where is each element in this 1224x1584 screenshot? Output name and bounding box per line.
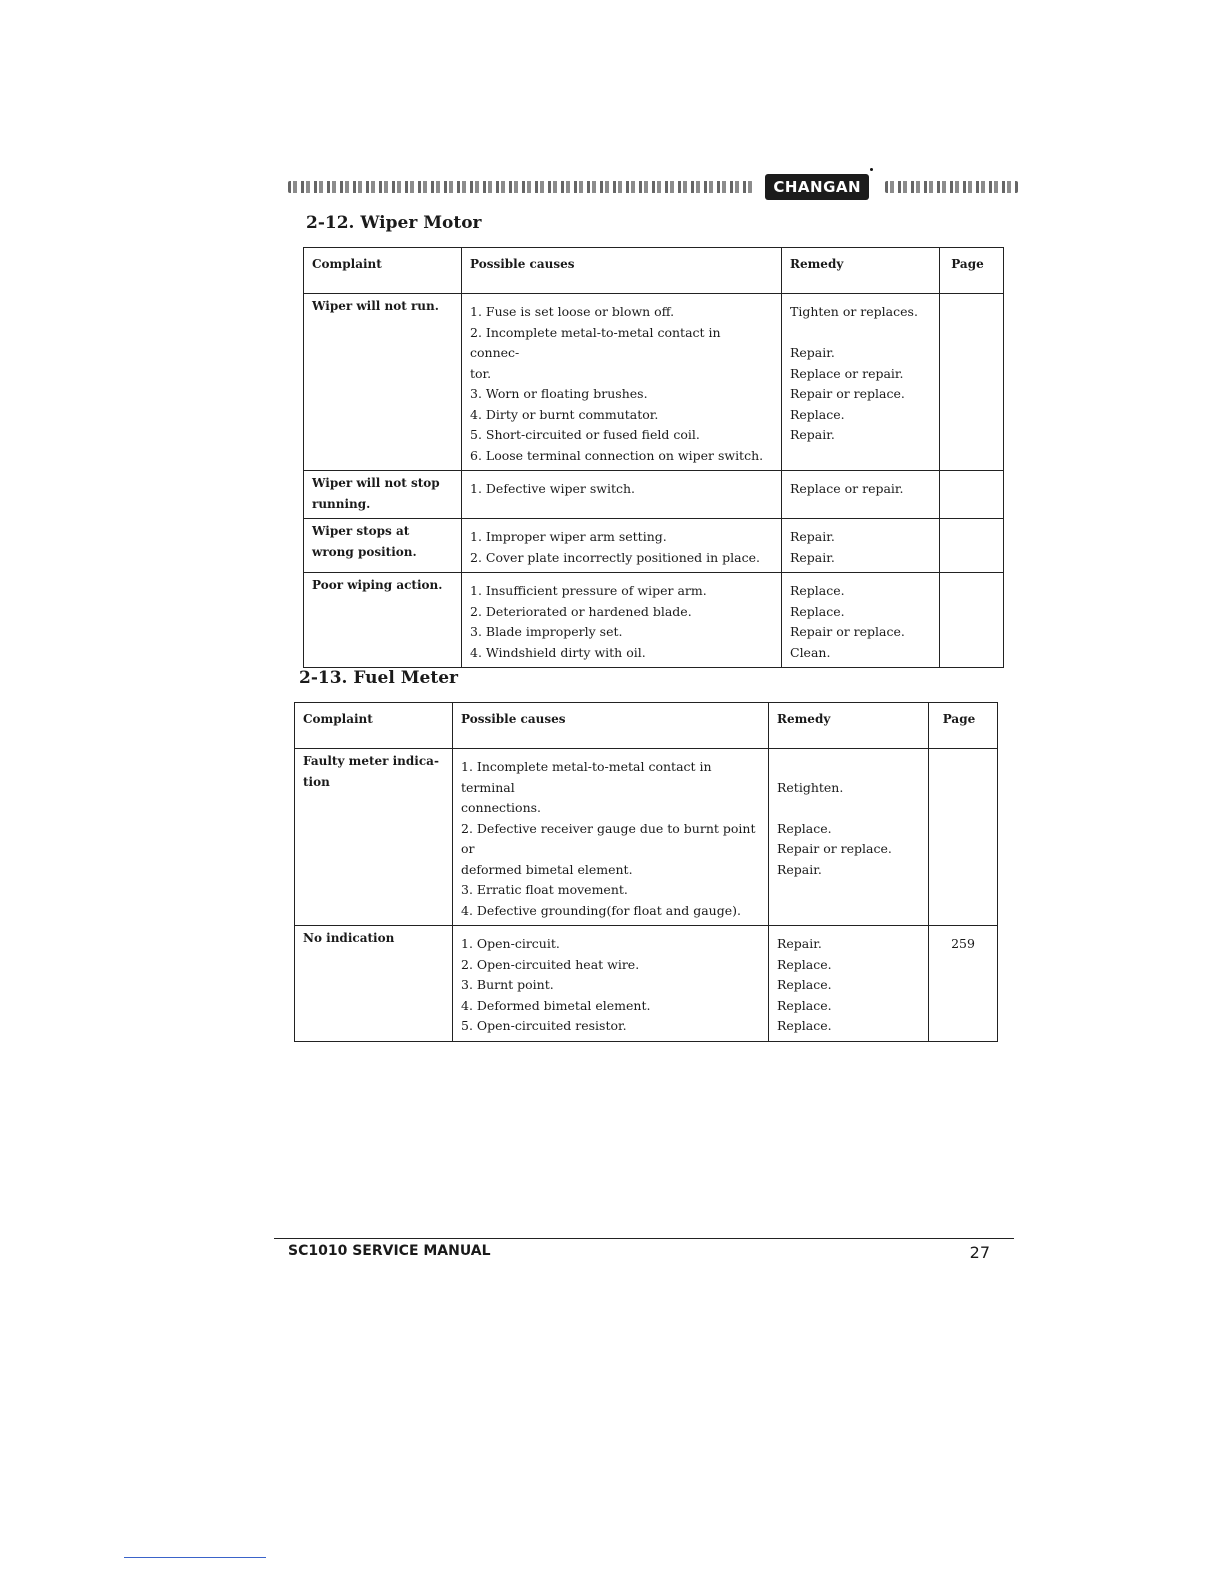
section-title-fuel-meter: 2-13. Fuel Meter: [299, 668, 458, 688]
cause-line: 3. Burnt point.: [461, 977, 554, 992]
page-footer: [274, 1238, 1014, 1262]
table-row: [304, 573, 1004, 668]
page-reference: [940, 519, 1003, 531]
page-reference-cell: [940, 519, 1004, 573]
cause-line: 3. Blade improperly set.: [470, 624, 623, 639]
page-reference-cell: [940, 294, 1004, 471]
page-reference-cell: [940, 471, 1004, 519]
complaint-cell: [304, 294, 462, 471]
page-reference: [929, 749, 997, 761]
cause-line: 3. Worn or floating brushes.: [470, 386, 648, 401]
causes-cell: [453, 926, 769, 1042]
cause-line: 4. Defective grounding(for float and gauge).: [461, 902, 741, 918]
complaint-text: Faulty meter indica-tion: [303, 754, 439, 789]
cause-line: 4. Windshield dirty with oil.: [470, 644, 646, 660]
page-reference: [940, 471, 1003, 483]
remedy-line: Replace.: [777, 977, 832, 992]
cause-line: 4. Dirty or burnt commutator.: [470, 406, 659, 422]
page-reference: 259: [951, 936, 975, 951]
column-header-page: Page: [929, 703, 998, 749]
cause-line: 2. Open-circuited heat wire.: [461, 956, 640, 972]
complaint-text: Wiper will not stop running.: [312, 476, 440, 511]
complaint-cell: [295, 926, 453, 1042]
remedy-line: Replace.: [777, 956, 832, 972]
table-row: [304, 519, 1004, 573]
table-row: [304, 294, 1004, 471]
remedy-line: Clean.: [790, 644, 831, 660]
remedy-line: [777, 798, 920, 819]
remedy-line: Replace or repair.: [790, 481, 904, 496]
cause-line: 3. Erratic float movement.: [461, 882, 628, 897]
column-header-complaint: Complaint: [295, 703, 453, 749]
remedy-line: Tighten or replaces.: [790, 304, 918, 319]
cause-line: 2. Defective receiver gauge due to burnt point or: [461, 820, 756, 856]
causes-cell: [453, 749, 769, 926]
complaint-text: Wiper stops at wrong position.: [312, 524, 417, 559]
remedy-cell: [782, 471, 940, 519]
table-header-row: [295, 703, 998, 749]
remedy-line: Repair or replace.: [777, 841, 892, 856]
cause-line: 2. Cover plate incorrectly positioned in place.: [470, 549, 760, 565]
complaint-cell: [304, 519, 462, 573]
remedy-line: Repair.: [790, 427, 835, 442]
cause-line: 2. Deteriorated or hardened blade.: [470, 603, 692, 619]
remedy-line: Repair.: [790, 549, 835, 565]
remedy-line: Replace.: [777, 1018, 832, 1033]
remedy-cell: [782, 519, 940, 573]
remedy-line: [777, 757, 920, 778]
column-header-remedy: Remedy: [769, 703, 929, 749]
column-header-complaint: Complaint: [304, 248, 462, 294]
remedy-line: Replace.: [777, 997, 832, 1013]
page-reference: [940, 294, 1003, 306]
section-title-wiper-motor: 2-12. Wiper Motor: [306, 213, 482, 233]
complaint-cell: [295, 749, 453, 926]
page-header: [288, 172, 1018, 202]
complaint-text: No indication: [303, 931, 395, 945]
brand-logo: [765, 174, 869, 200]
remedy-line: Repair or replace.: [790, 624, 905, 639]
remedy-cell: [769, 749, 929, 926]
table-row: [295, 749, 998, 926]
brand-logo-text: CHANGAN: [773, 178, 862, 196]
remedy-cell: [782, 294, 940, 471]
cause-line: 4. Deformed bimetal element.: [461, 997, 651, 1013]
decorative-border-right: [885, 181, 1018, 193]
cause-line: 1. Insufficient pressure of wiper arm.: [470, 583, 707, 598]
causes-cell: [462, 573, 782, 668]
table-header-row: [304, 248, 1004, 294]
remedy-line: Replace.: [790, 406, 845, 422]
remedy-line: Repair or replace.: [790, 386, 905, 401]
complaint-text: Poor wiping action.: [312, 578, 443, 592]
table-row: [295, 926, 998, 1042]
page-reference-cell: [929, 926, 998, 1042]
complaint-cell: [304, 573, 462, 668]
remedy-line: Repair.: [790, 529, 835, 544]
cause-line: 1. Incomplete metal-to-metal contact in terminal: [461, 759, 712, 795]
remedy-line: Replace or repair.: [790, 365, 904, 381]
remedy-line: Replace.: [790, 603, 845, 619]
footer-title: SC1010 SERVICE MANUAL: [288, 1243, 491, 1259]
column-header-page: Page: [940, 248, 1004, 294]
page-reference-cell: [940, 573, 1004, 668]
complaint-text: Wiper will not run.: [312, 299, 439, 313]
remedy-line: Retighten.: [777, 779, 844, 795]
cause-line: 1. Open-circuit.: [461, 936, 560, 951]
decorative-border-left: [288, 181, 753, 193]
page-reference: [940, 573, 1003, 585]
margin-line: [124, 1557, 266, 1558]
remedy-line: Repair.: [777, 936, 822, 951]
fuel-meter-table: [294, 702, 998, 1042]
causes-cell: [462, 519, 782, 573]
page-reference-cell: [929, 749, 998, 926]
page-number: 27: [969, 1243, 990, 1262]
cause-line: 2. Incomplete metal-to-metal contact in connec-: [470, 324, 721, 360]
complaint-cell: [304, 471, 462, 519]
column-header-remedy: Remedy: [782, 248, 940, 294]
cause-line: connections.: [461, 800, 542, 815]
remedy-line: [790, 323, 931, 344]
remedy-line: Repair.: [790, 345, 835, 360]
cause-line: 1. Fuse is set loose or blown off.: [470, 304, 675, 319]
cause-line: 1. Defective wiper switch.: [470, 481, 636, 496]
remedy-line: Replace.: [790, 583, 845, 598]
column-header-causes: Possible causes: [453, 703, 769, 749]
cause-line: tor.: [470, 365, 492, 381]
remedy-line: Repair.: [777, 861, 822, 877]
causes-cell: [462, 294, 782, 471]
cause-line: 5. Open-circuited resistor.: [461, 1018, 627, 1033]
causes-cell: [462, 471, 782, 519]
cause-line: 5. Short-circuited or fused field coil.: [470, 427, 700, 442]
cause-line: 6. Loose terminal connection on wiper switch.: [470, 447, 764, 463]
cause-line: deformed bimetal element.: [461, 861, 633, 877]
remedy-line: Replace.: [777, 820, 832, 836]
remedy-cell: [782, 573, 940, 668]
column-header-causes: Possible causes: [462, 248, 782, 294]
cause-line: 1. Improper wiper arm setting.: [470, 529, 667, 544]
table-row: [304, 471, 1004, 519]
remedy-cell: [769, 926, 929, 1042]
wiper-motor-table: [303, 247, 1004, 668]
